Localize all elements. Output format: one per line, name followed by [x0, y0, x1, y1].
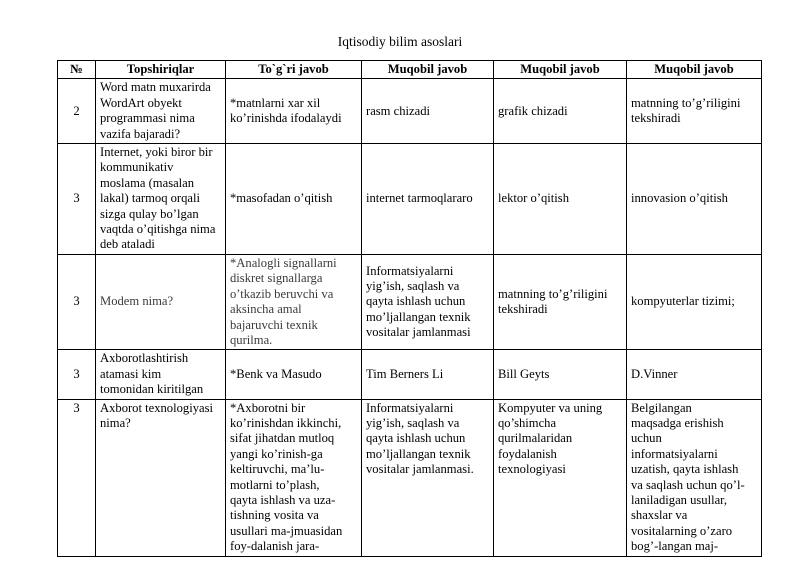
task-cell: Word matn muxarirda WordArt obyekt programmasi nima vazifa bajaradi? — [96, 79, 226, 144]
correct-answer-cell: *Axborotni bir ko’rinishdan ikkinchi, sifat jihatdan mutloq yangi ko’rinish-ga keltiruvchi, ma’lu- motlarni to’plash, qayta ishlash va uza- tishning vosita va usullari ma-jmuasidan foy-dalanish jara- — [226, 399, 362, 556]
correct-answer-cell: *masofadan o’qitish — [226, 144, 362, 255]
alternative-answer-cell: Informatsiyalarni yig’ish, saqlash va qayta ishlash uchun mo’ljallangan texnik vositalar jamlanmasi. — [362, 399, 494, 556]
task-cell: Modem nima? — [96, 254, 226, 349]
correct-answer-cell: *Analogli signallarni diskret signallarga o’tkazib beruvchi va aksincha amal bajaruvchi texnik qurilma. — [226, 254, 362, 349]
alternative-answer-cell: Tim Berners Li — [362, 350, 494, 399]
alternative-answer-cell: innovasion o’qitish — [627, 144, 762, 255]
document-title: Iqtisodiy bilim asoslari — [337, 34, 463, 49]
alternative-answer-cell: matnning to’g’riligini tekshiradi — [627, 79, 762, 144]
alternative-answer-cell: rasm chizadi — [362, 79, 494, 144]
alternative-answer-cell: D.Vinner — [627, 350, 762, 399]
row-number: 3 — [58, 399, 96, 556]
alternative-answer-cell: kompyuterlar tizimi; — [627, 254, 762, 349]
correct-answer-cell: *Benk va Masudo — [226, 350, 362, 399]
task-cell: Axborotlashtirish atamasi kim tomonidan kiritilgan — [96, 350, 226, 399]
alternative-answer-cell: lektor o’qitish — [494, 144, 627, 255]
task-cell: Internet, yoki biror bir kommunikativ moslama (masalan lakal) tarmoq orqali sizga qulay bo’lgan vaqtda o’qitishga nima deb ataladi — [96, 144, 226, 255]
table-row — [58, 79, 762, 144]
alternative-answer-cell: Bill Geyts — [494, 350, 627, 399]
table-row — [58, 144, 762, 255]
row-number: 3 — [58, 350, 96, 399]
table-header-row — [58, 61, 762, 79]
table-row — [58, 399, 762, 556]
alternative-answer-cell: Informatsiyalarni yig’ish, saqlash va qayta ishlash uchun mo’ljallangan texnik vositalar jamlanmasi — [362, 254, 494, 349]
questions-table — [57, 60, 762, 557]
header-correct-answer: To`g`ri javob — [226, 61, 362, 79]
table-row — [58, 350, 762, 399]
alternative-answer-cell: Kompyuter va uning qo’shimcha qurilmalaridan foydalanish texnologiyasi — [494, 399, 627, 556]
row-number: 3 — [58, 144, 96, 255]
alternative-answer-cell: matnning to’g’riligini tekshiradi — [494, 254, 627, 349]
table-row — [58, 254, 762, 349]
alternative-answer-cell: internet tarmoqlararo — [362, 144, 494, 255]
header-tasks: Topshiriqlar — [96, 61, 226, 79]
row-number: 2 — [58, 79, 96, 144]
correct-answer-cell: *matnlarni xar xil ko’rinishda ifodalaydi — [226, 79, 362, 144]
header-alternative-answer-2: Muqobil javob — [494, 61, 627, 79]
header-alternative-answer-3: Muqobil javob — [627, 61, 762, 79]
task-cell: Axborot texnologiyasi nima? — [96, 399, 226, 556]
header-number: № — [58, 61, 96, 79]
alternative-answer-cell: grafik chizadi — [494, 79, 627, 144]
row-number: 3 — [58, 254, 96, 349]
header-alternative-answer-1: Muqobil javob — [362, 61, 494, 79]
alternative-answer-cell: Belgilangan maqsadga erishish uchun informatsiyalarni uzatish, qayta ishlash va saqlash uchun qo’l- laniladigan usullar, shaxslar va vositalarning o’zaro bog’-langan maj- — [627, 399, 762, 556]
